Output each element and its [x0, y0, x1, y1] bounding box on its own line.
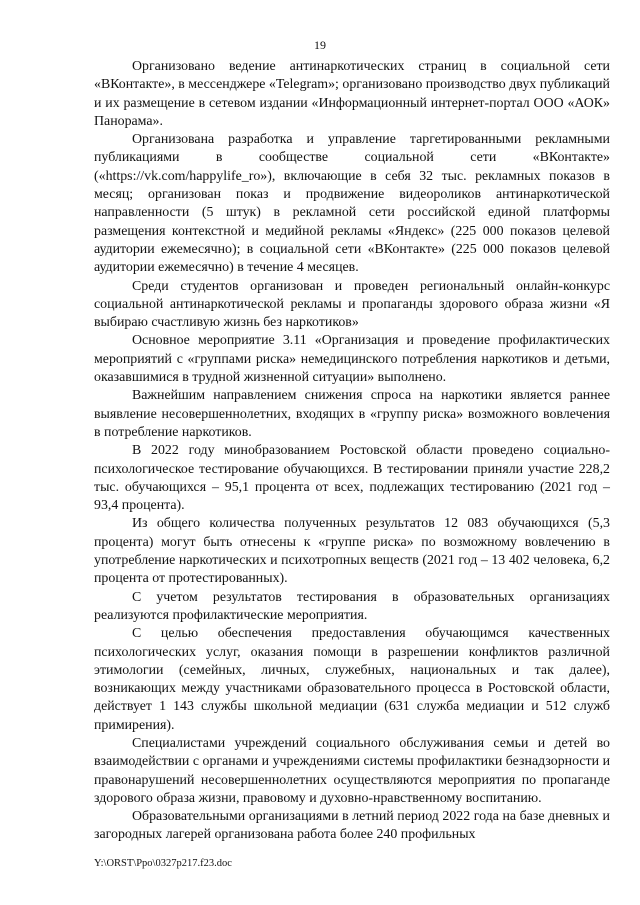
paragraph: Важнейшим направлением снижения спроса на наркотики является раннее выявление несовершеннолетних, входящих в «группу риска» возможного вовлечения в потребление наркотиков. [94, 388, 610, 440]
paragraph: Образовательными организациями в летний период 2022 года на базе дневных и загородных лагерей организована работа более 240 профильных [94, 809, 610, 843]
paragraph: Среди студентов организован и проведен региональный онлайн-конкурс социальной антинаркотической рекламы и пропаганды здорового образа жизни «Я выбираю счастливую жизнь без наркотиков» [94, 278, 610, 331]
footer-file-path: Y:\ORST\Ppo\0327p217.f23.doc [94, 858, 232, 869]
document-body [94, 58, 610, 845]
paragraph: Специалистами учреждений социального обслуживания семьи и детей во взаимодействии с органами и учреждениями системы профилактики безнадзорности и правонарушений несовершеннолетних осуществляются мероприятия по пропаганде здорового образа жизни, правовому и духовно-нравственному воспитанию. [94, 735, 610, 806]
paragraph: Организовано ведение антинаркотических страниц в социальной сети «ВКонтакте», в мессенджере «Telegram»; организовано производство двух публикаций и их размещение в сетевом издании «Информационный интернет-портал ООО «АОК» Панорама». [94, 59, 610, 129]
paragraph: Из общего количества полученных результатов 12 083 обучающихся (5,3 процента) могут быть отнесены к «группе риска» по возможному вовлечению в употребление наркотических и психотропных веществ (2021 год – 13 402 человека, 6,2 процента от протестированных). [94, 516, 610, 587]
paragraph: Организована разработка и управление таргетированными рекламными публикациями в сообществе социальной сети «ВКонтакте» («https://vk.com/happylife_ro»), включающие в себя 32 тыс. рекламных показов в месяц; организован показ и продвижение видеороликов антинаркотической направленности (5 штук) в рекламной сети российской единой платформы размещения контекстной и медийной рекламы «Яндекс» (225 000 показов целевой аудитории ежемесячно); в социальной сети «ВКонтакте» (225 000 показов целевой аудитории ежемесячно) в течение 4 месяцев. [94, 132, 610, 276]
paragraph: В 2022 году минобразованием Ростовской области проведено социально-психологическое тестирование обучающихся. В тестировании приняли участие 228,2 тыс. обучающихся – 95,1 процента от всех, подлежащих тестированию (2021 год – 93,4 процента). [94, 443, 610, 514]
page-number: 19 [314, 38, 326, 52]
paragraph: Основное мероприятие 3.11 «Организация и проведение профилактических мероприятий с «группами риска» немедицинского потребления наркотиков и детьми, оказавшимися в трудной жизненной ситуации» выполнено. [94, 333, 610, 386]
paragraph: С учетом результатов тестирования в образовательных организациях реализуются профилактические мероприятия. [94, 589, 610, 623]
paragraph: С целью обеспечения предоставления обучающимся качественных психологических услуг, оказания помощи в разрешении конфликтов различной этимологии (семейных, личных, служебных, национальных и так далее), возникающих между участниками образовательного процесса в Ростовской области, действует 1 143 службы школьной медиации (631 служба медиации и 512 служб примирения). [94, 626, 610, 733]
